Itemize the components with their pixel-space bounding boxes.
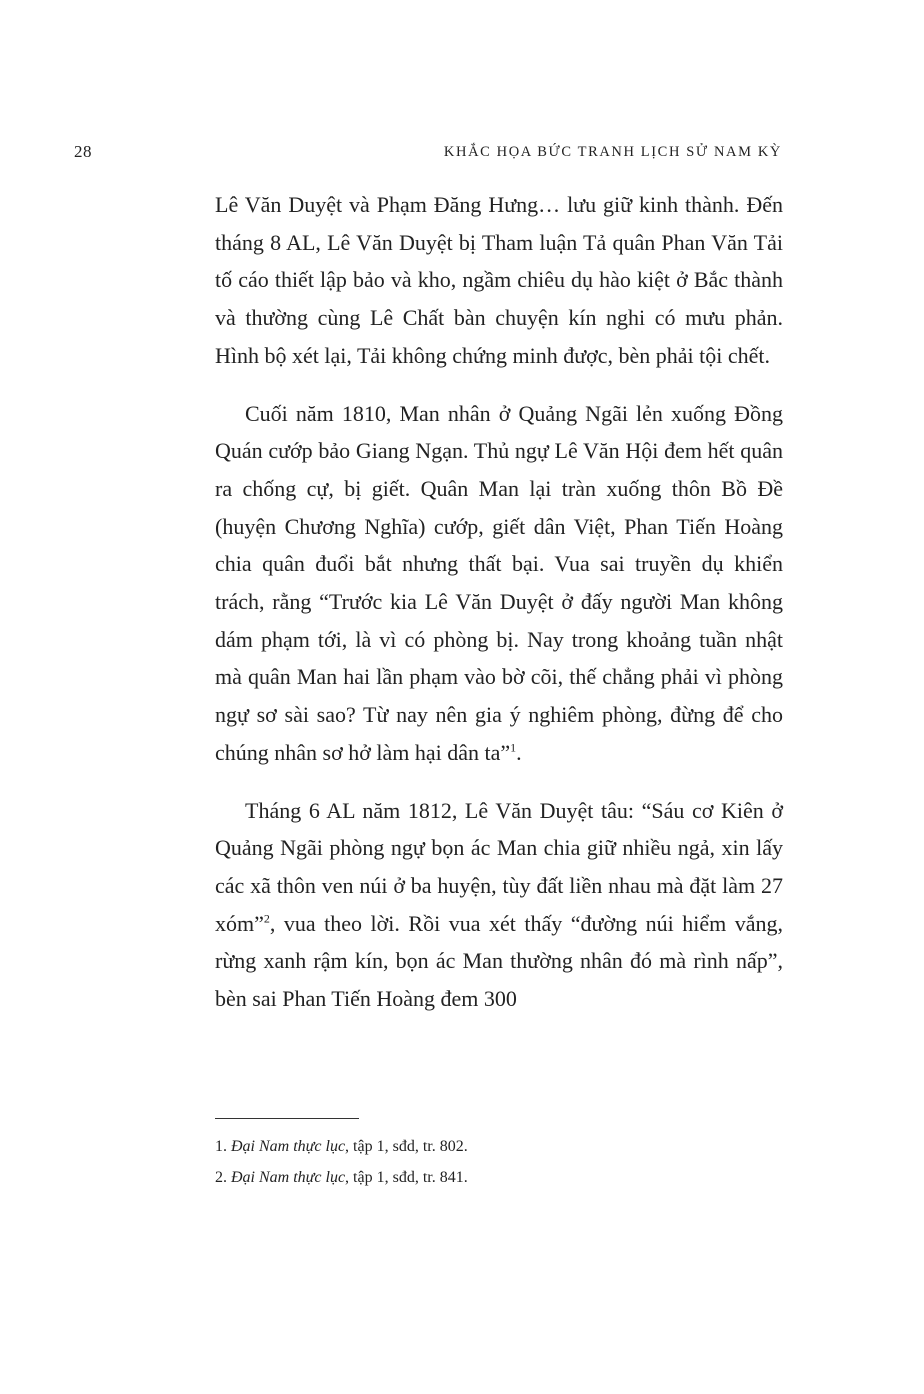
footnote-source-title: Đại Nam thực lục [231,1138,346,1155]
footnote-ref-2: 2 [263,911,270,926]
footnote-divider [215,1118,359,1119]
running-head: KHẮC HỌA BỨC TRANH LỊCH SỬ NAM KỲ [443,144,782,160]
footnotes [215,1131,783,1193]
footnote-2 [215,1162,783,1193]
paragraph-1-text: Lê Văn Duyệt và Phạm Đăng Hưng… lưu giữ kinh thành. Đến tháng 8 AL, Lê Văn Duyệt bị Tham luận Tả quân Phan Văn Tải tố cáo thiết lập bảo và kho, ngầm chiêu dụ hào kiệt ở Bắc thành và thường cùng Lê Chất bàn chuyện kín nghi có mưu phản. Hình bộ xét lại, Tải không chứng minh được, bèn phải tội chết. [215,192,783,368]
paragraph-3-text-b: , vua theo lời. Rồi vua xét thấy “đường núi hiểm vắng, rừng xanh rậm kín, bọn ác Man thường nhân đó mà rình nấp”, bèn sai Phan Tiến Hoàng đem 300 [215,910,783,1012]
paragraph-2-text: Cuối năm 1810, Man nhân ở Quảng Ngãi lẻn xuống Đồng Quán cướp bảo Giang Ngạn. Thủ ngự Lê Văn Hội đem hết quân ra chống cự, bị giết. Quân Man lại tràn xuống thôn Bồ Đề (huyện Chương Nghĩa) cướp, giết dân Việt, Phan Tiến Hoàng chia quân đuổi bắt nhưng thất bại. Vua sai truyền dụ khiển trách, rằng “Trước kia Lê Văn Duyệt ở đấy người Man không dám phạm tới, là vì có phòng bị. Nay trong khoảng tuần nhật mà quân Man hai lần phạm vào bờ cõi, thế chẳng phải vì phòng ngự sơ sài sao? Từ nay nên gia ý nghiêm phòng, đừng để cho chúng nhân sơ hở làm hại dân ta” [215,400,783,765]
paragraph-1 [215,186,783,375]
paragraph-3 [215,792,783,1018]
paragraph-2-end: . [516,739,522,765]
page-number: 28 [74,142,92,161]
footnote-ref-1: 1 [510,740,517,755]
footnote-citation: , tập 1, sđd, tr. 802. [345,1138,468,1155]
footnote-citation: , tập 1, sđd, tr. 841. [345,1169,468,1186]
footnote-number: 2. [215,1169,231,1186]
footnote-number: 1. [215,1138,231,1155]
footnote-1 [215,1131,783,1162]
body-text [215,186,783,1018]
paragraph-2 [215,395,783,772]
footnote-source-title: Đại Nam thực lục [231,1169,346,1186]
paragraph-3-text-a: Tháng 6 AL năm 1812, Lê Văn Duyệt tâu: “Sáu cơ Kiên ở Quảng Ngãi phòng ngự bọn ác Man chia giữ nhiều ngả, xin lấy các xã thôn ven núi ở ba huyện, tùy đất liền nhau mà đặt làm 27 xóm” [215,797,783,936]
